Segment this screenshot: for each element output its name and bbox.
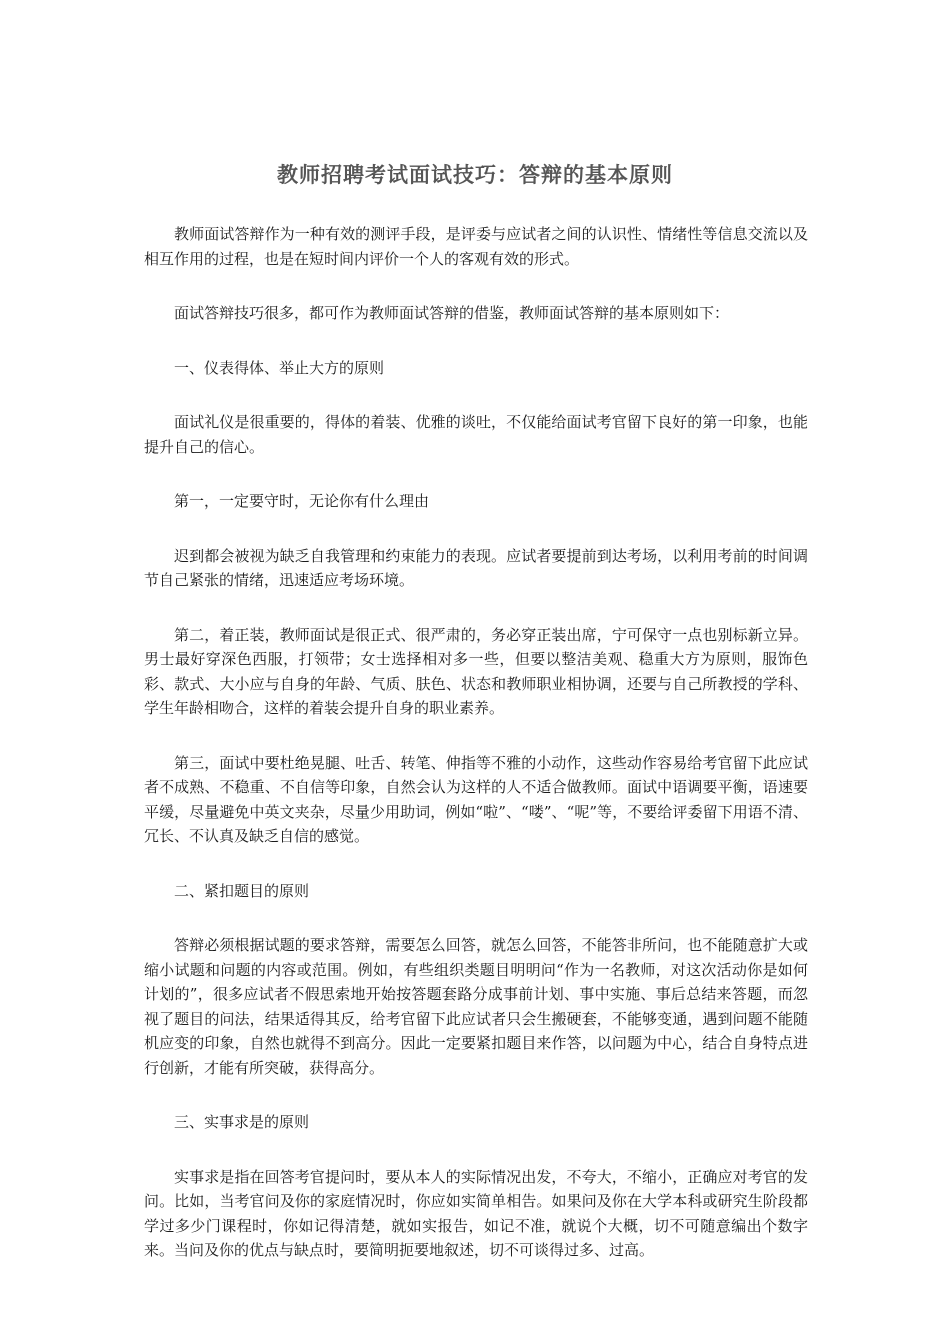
intro-paragraph: 教师面试答辩作为一种有效的测评手段，是评委与应试者之间的认识性、情绪性等信息交流以及相互作用的过程，也是在短时间内评价一个人的客观有效的形式。 bbox=[144, 225, 808, 268]
punctuality-paragraph: 第一，一定要守时，无论你有什么理由 bbox=[174, 492, 430, 510]
relevance-paragraph: 答辩必须根据试题的要求答辩，需要怎么回答，就怎么回答，不能答非所问，也不能随意扩大或缩小试题和问题的内容或范围。例如，有些组织类题目明明问“作为一名教师，对这次活动你是如何计划的”，很多应试者不假思索地开始按答题套路分成事前计划、事中实施、事后总结来答题，而忽视了题目的问法，结果适得其反，给考官留下此应试者只会生搬硬套，不能够变通，遇到问题不能随机应变的印象，自然也就得不到高分。因此一定要紧扣题目来作答，以问题为中心，结合自身特点进行创新，才能有所突破，获得高分。 bbox=[144, 936, 808, 1077]
document-title: 教师招聘考试面试技巧：答辩的基本原则 bbox=[277, 163, 673, 187]
etiquette-paragraph: 面试礼仪是很重要的，得体的着装、优雅的谈吐，不仅能给面试考官留下良好的第一印象，也能提升自己的信心。 bbox=[144, 413, 808, 456]
attire-paragraph: 第二，着正装，教师面试是很正式、很严肃的，务必穿正装出席，宁可保守一点也别标新立异。男士最好穿深色西服，打领带；女士选择相对多一些，但要以整洁美观、稳重大方为原则，服饰色彩、款式、大小应与自身的年龄、气质、肤色、状态和教师职业相协调，还要与自己所教授的学科、学生年龄相吻合，这样的着装会提升自身的职业素养。 bbox=[144, 625, 808, 717]
overview-paragraph: 面试答辩技巧很多，都可作为教师面试答辩的借鉴，教师面试答辩的基本原则如下： bbox=[174, 304, 730, 322]
honesty-paragraph: 实事求是指在回答考官提问时，要从本人的实际情况出发，不夸大，不缩小，正确应对考官的发问。比如，当考官问及你的家庭情况时，你应如实简单相告。如果问及你在大学本科或研究生阶段都学过多少门课程时，你如记得清楚，就如实报告，如记不准，就说个大概，切不可随意编出个数字来。当问及你的优点与缺点时，要简明扼要地叙述，切不可谈得过多、过高。 bbox=[144, 1167, 808, 1259]
section-heading-2: 二、紧扣题目的原则 bbox=[174, 881, 310, 900]
document-body bbox=[144, 222, 808, 1293]
lateness-paragraph: 迟到都会被视为缺乏自我管理和约束能力的表现。应试者要提前到达考场，以利用考前的时间调节自己紧张的情绪，迅速适应考场环境。 bbox=[144, 546, 808, 589]
section-heading-3: 三、实事求是的原则 bbox=[174, 1113, 310, 1131]
section-heading-1: 一、仪表得体、举止大方的原则 bbox=[174, 358, 385, 377]
behavior-paragraph: 第三，面试中要杜绝晃腿、吐舌、转笔、伸指等不雅的小动作，这些动作容易给考官留下此应试者不成熟、不稳重、不自信等印象，自然会认为这样的人不适合做教师。面试中语调要平衡，语速要平缓，尽量避免中英文夹杂，尽量少用助词，例如“啦”、“喽”、“呢”等，不要给评委留下用语不清、冗长、不认真及缺乏自信的感觉。 bbox=[144, 753, 808, 845]
